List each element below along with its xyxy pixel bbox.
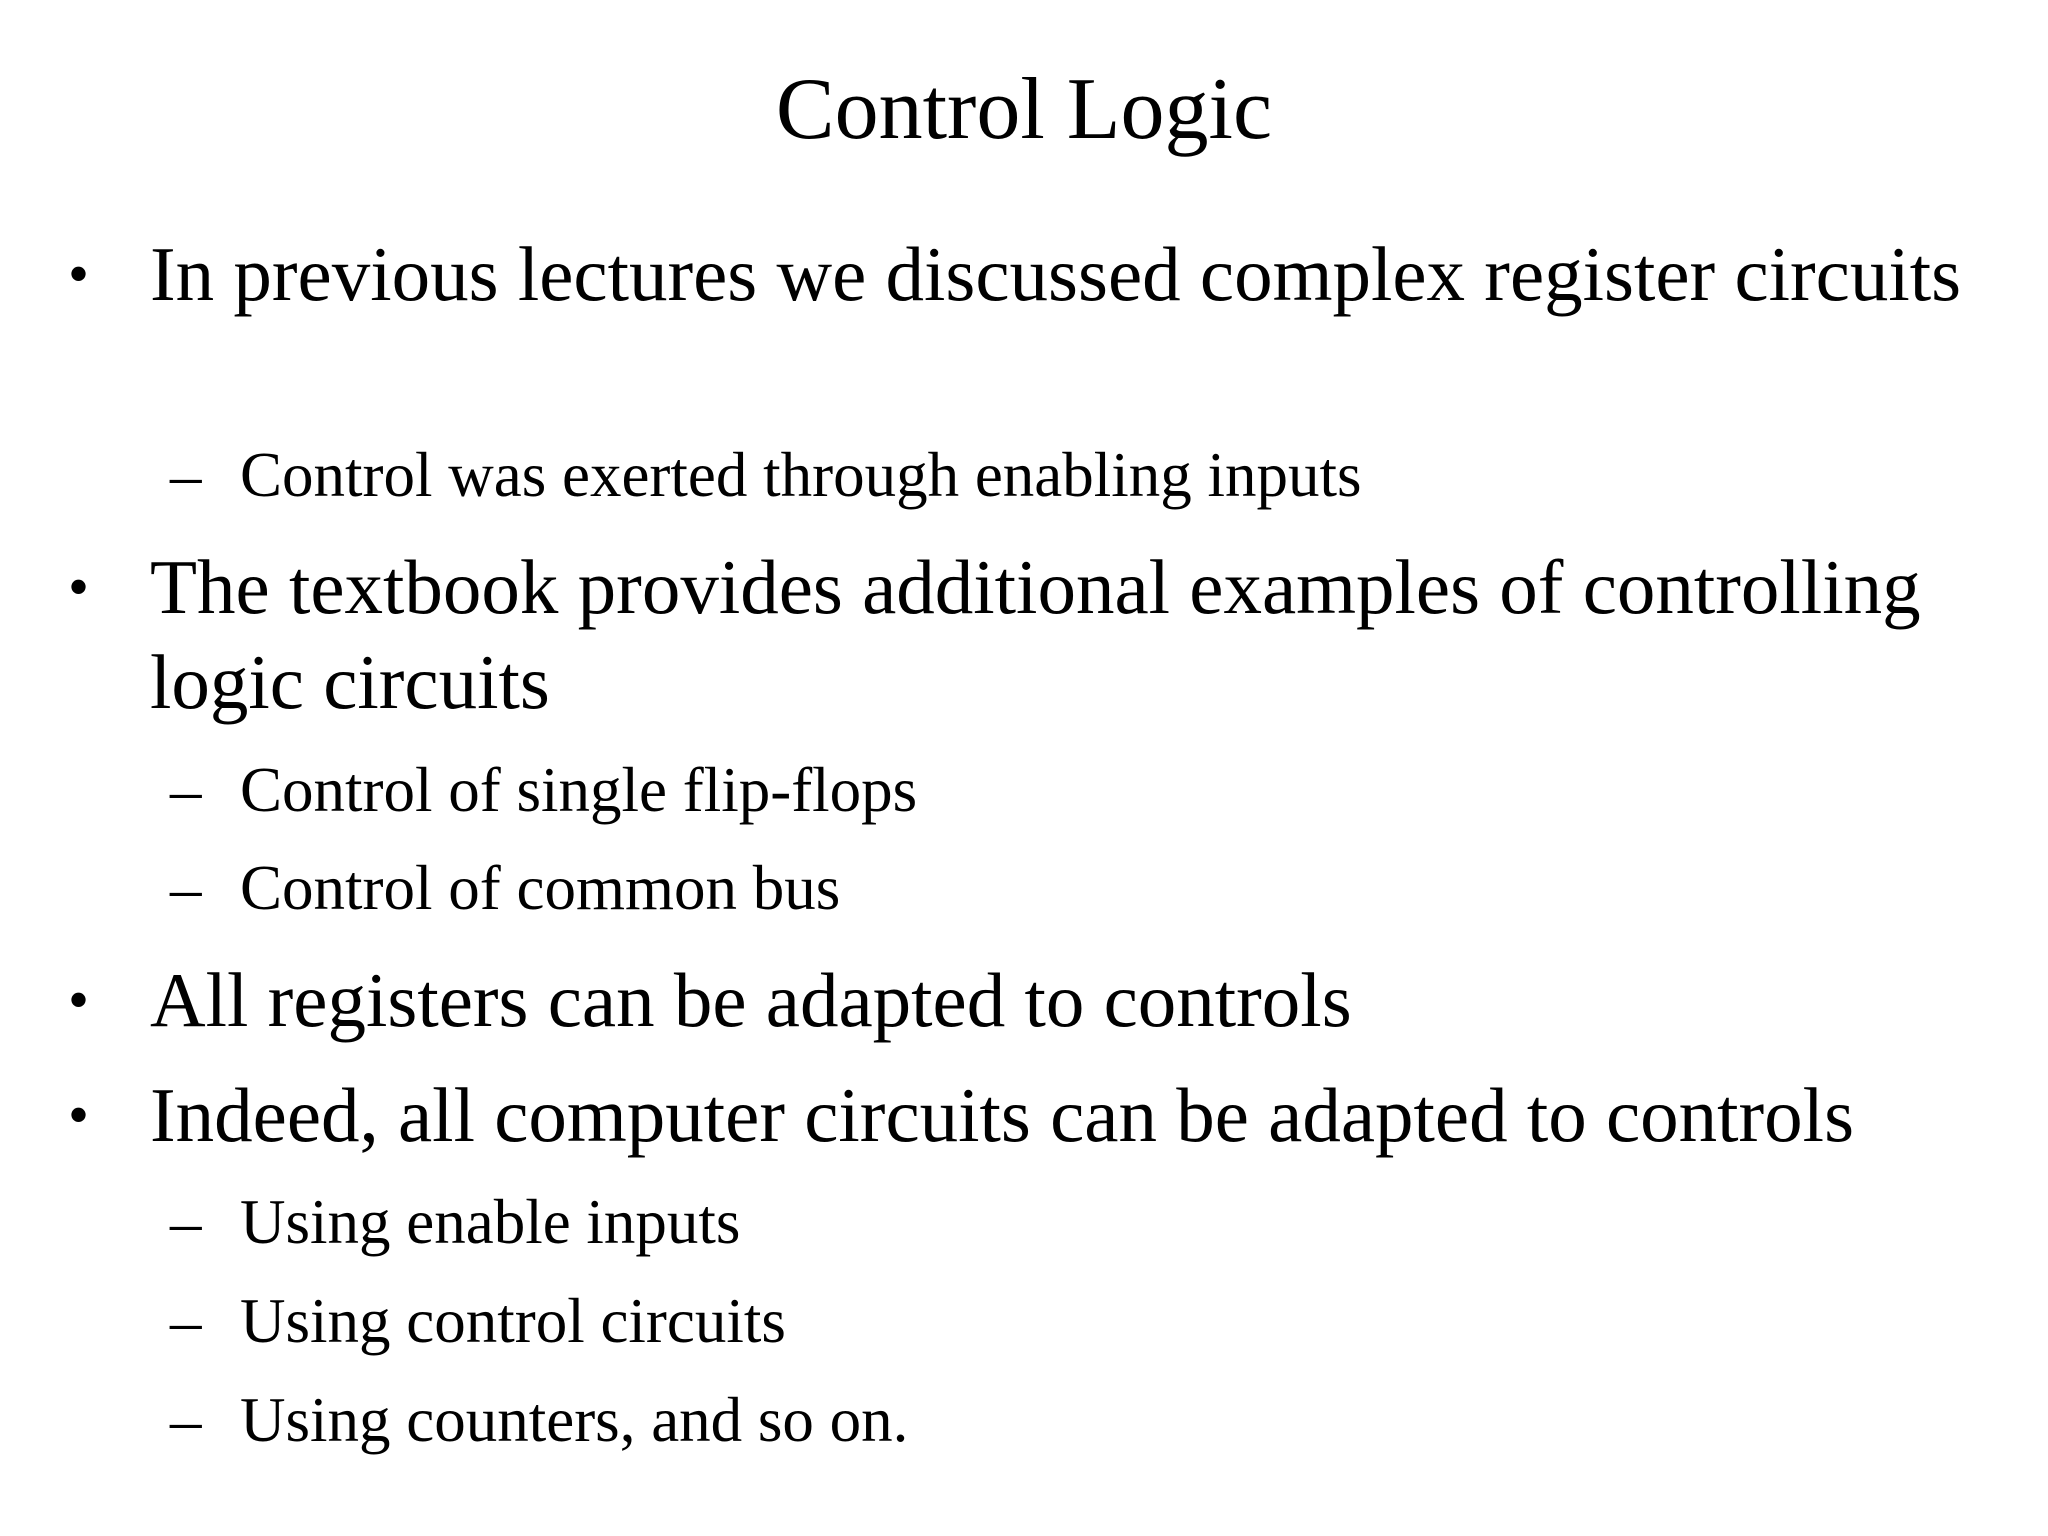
sub-text: Control was exerted through enabling inputs <box>240 440 1362 510</box>
sub-item <box>170 1281 2000 1361</box>
bullet-item <box>68 953 2010 1048</box>
dash-marker-icon: – <box>170 853 202 923</box>
dash-marker-icon: – <box>170 440 202 510</box>
sub-item <box>170 435 2000 515</box>
bullet-text: Indeed, all computer circuits can be adapted to controls <box>150 1072 1855 1158</box>
dash-marker-icon: – <box>170 1286 202 1356</box>
bullet-marker-icon: • <box>68 967 90 1033</box>
sub-item <box>170 750 2000 830</box>
dash-marker-icon: – <box>170 1385 202 1455</box>
bullet-text: In previous lectures we discussed complex register circuits <box>150 231 1962 317</box>
bullet-item <box>68 227 2010 322</box>
slide-title: Control Logic <box>775 61 1273 158</box>
sub-text: Using enable inputs <box>240 1187 741 1257</box>
bullet-marker-icon: • <box>68 554 90 620</box>
bullet-item <box>68 1068 2010 1163</box>
sub-text: Using counters, and so on. <box>240 1385 909 1455</box>
dash-marker-icon: – <box>170 1187 202 1257</box>
bullet-marker-icon: • <box>68 241 90 307</box>
bullet-item <box>68 540 2010 730</box>
sub-item <box>170 1182 2000 1262</box>
bullet-text: The textbook provides additional examples of controlling logic circuits <box>150 544 1921 725</box>
sub-text: Control of common bus <box>240 853 841 923</box>
sub-item <box>170 848 2000 928</box>
sub-text: Control of single flip-flops <box>240 755 918 825</box>
dash-marker-icon: – <box>170 755 202 825</box>
bullet-text: All registers can be adapted to controls <box>150 957 1352 1043</box>
sub-text: Using control circuits <box>240 1286 786 1356</box>
sub-item <box>170 1380 2000 1460</box>
bullet-marker-icon: • <box>68 1082 90 1148</box>
